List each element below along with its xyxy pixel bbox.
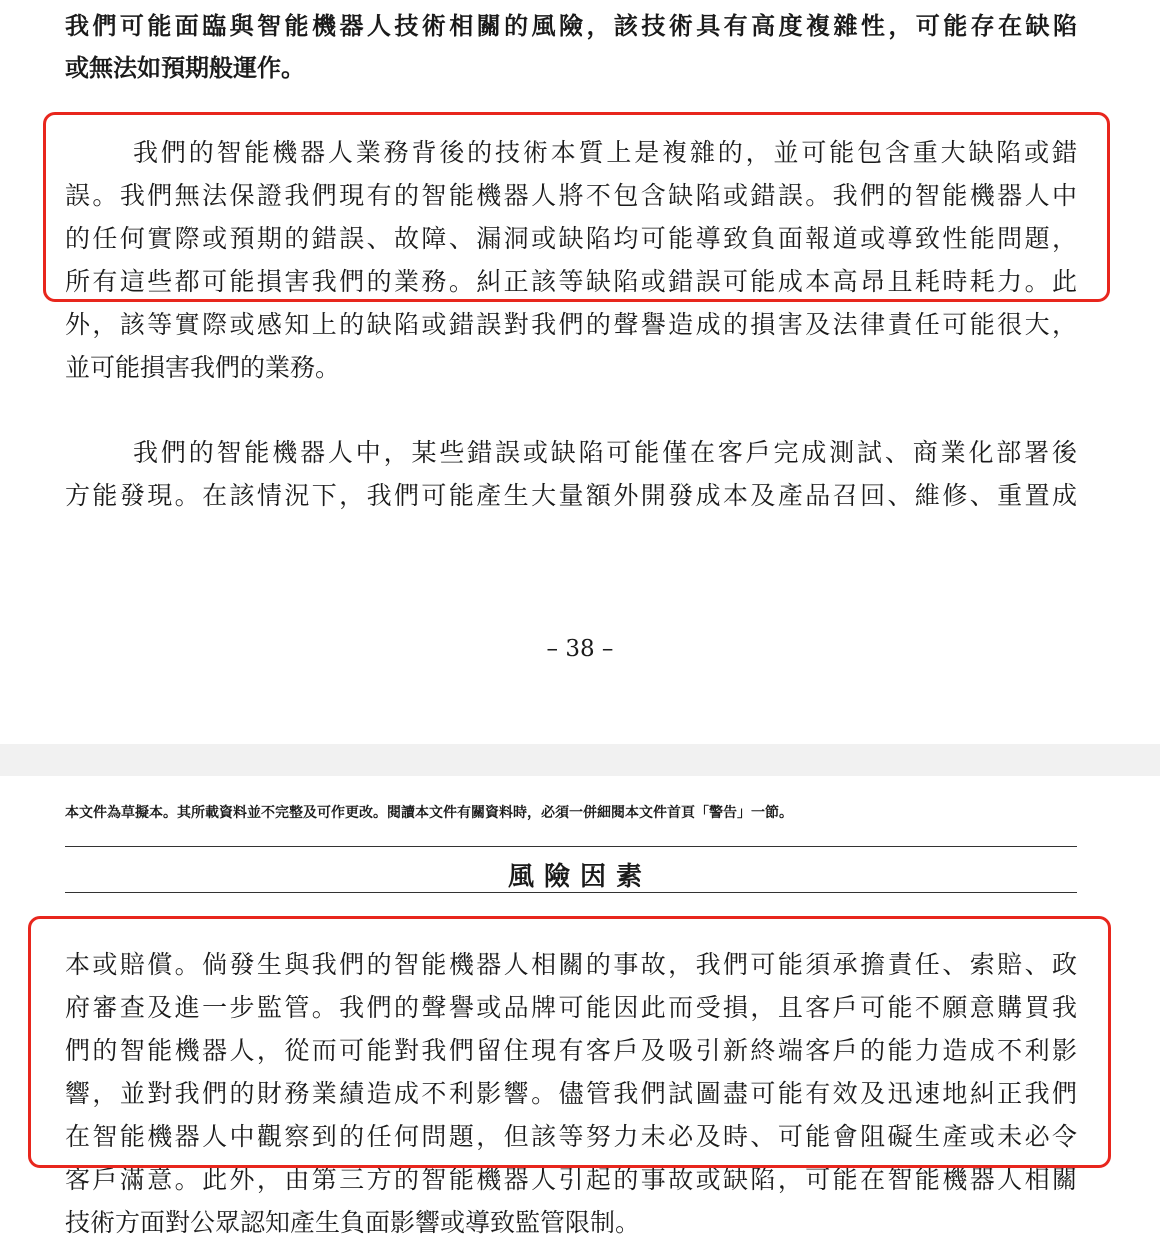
- paragraph-line: 並可能損害我們的業務。: [65, 353, 341, 382]
- paragraph-line: 的任何實際或預期的錯誤、故障、漏洞或缺陷均可能導致負面報道或導致性能問題，: [65, 224, 1077, 253]
- paragraph-line: 府審查及進一步監管。我們的聲譽或品牌可能因此而受損，且客戶可能不願意購買我: [65, 993, 1077, 1022]
- section-title: 風險因素: [507, 862, 652, 892]
- top-rule: [65, 846, 1077, 847]
- paragraph-line: 客戶滿意。此外，由第三方的智能機器人引起的事故或缺陷，可能在智能機器人相關: [65, 1165, 1077, 1194]
- paragraph-line: 我們的智能機器人中，某些錯誤或缺陷可能僅在客戶完成測試、商業化部署後: [133, 438, 1077, 467]
- paragraph-line: 技術方面對公眾認知產生負面影響或導致監管限制。: [65, 1208, 641, 1237]
- page-number: – 38 –: [546, 636, 614, 662]
- paragraph-line: 響，並對我們的財務業績造成不利影響。儘管我們試圖盡可能有效及迅速地糾正我們: [65, 1079, 1077, 1108]
- paragraph-line: 所有這些都可能損害我們的業務。糾正該等缺陷或錯誤可能成本高昂且耗時耗力。此: [65, 267, 1077, 296]
- paragraph-line: 本或賠償。倘發生與我們的智能機器人相關的事故，我們可能須承擔責任、索賠、政: [65, 950, 1077, 979]
- paragraph-line: 方能發現。在該情況下，我們可能產生大量額外開發成本及產品召回、維修、重置成: [65, 481, 1077, 510]
- draft-disclaimer: 本文件為草擬本。其所載資料並不完整及可作更改。閱讀本文件有關資料時，必須一併細閱本文件首頁「警告」一節。: [65, 805, 793, 821]
- paragraph-line: 我們的智能機器人業務背後的技術本質上是複雜的，並可能包含重大缺陷或錯: [133, 138, 1077, 167]
- paragraph-line: 們的智能機器人，從而可能對我們留住現有客戶及吸引新終端客戶的能力造成不利影: [65, 1036, 1077, 1065]
- highlight-box: [43, 112, 1110, 302]
- bottom-rule: [65, 892, 1077, 893]
- paragraph-line: 外，該等實際或感知上的缺陷或錯誤對我們的聲譽造成的損害及法律責任可能很大，: [65, 310, 1077, 339]
- risk-heading-line: 或無法如預期般運作。: [65, 54, 305, 82]
- highlight-box: [28, 916, 1111, 1168]
- paragraph-line: 誤。我們無法保證我們現有的智能機器人將不包含缺陷或錯誤。我們的智能機器人中: [65, 181, 1077, 210]
- risk-heading-line: 我們可能面臨與智能機器人技術相關的風險，該技術具有高度複雜性，可能存在缺陷: [65, 12, 1077, 40]
- paragraph-line: 在智能機器人中觀察到的任何問題，但該等努力未必及時、可能會阻礙生產或未必令: [65, 1122, 1077, 1151]
- document-page-next: [0, 776, 1160, 1252]
